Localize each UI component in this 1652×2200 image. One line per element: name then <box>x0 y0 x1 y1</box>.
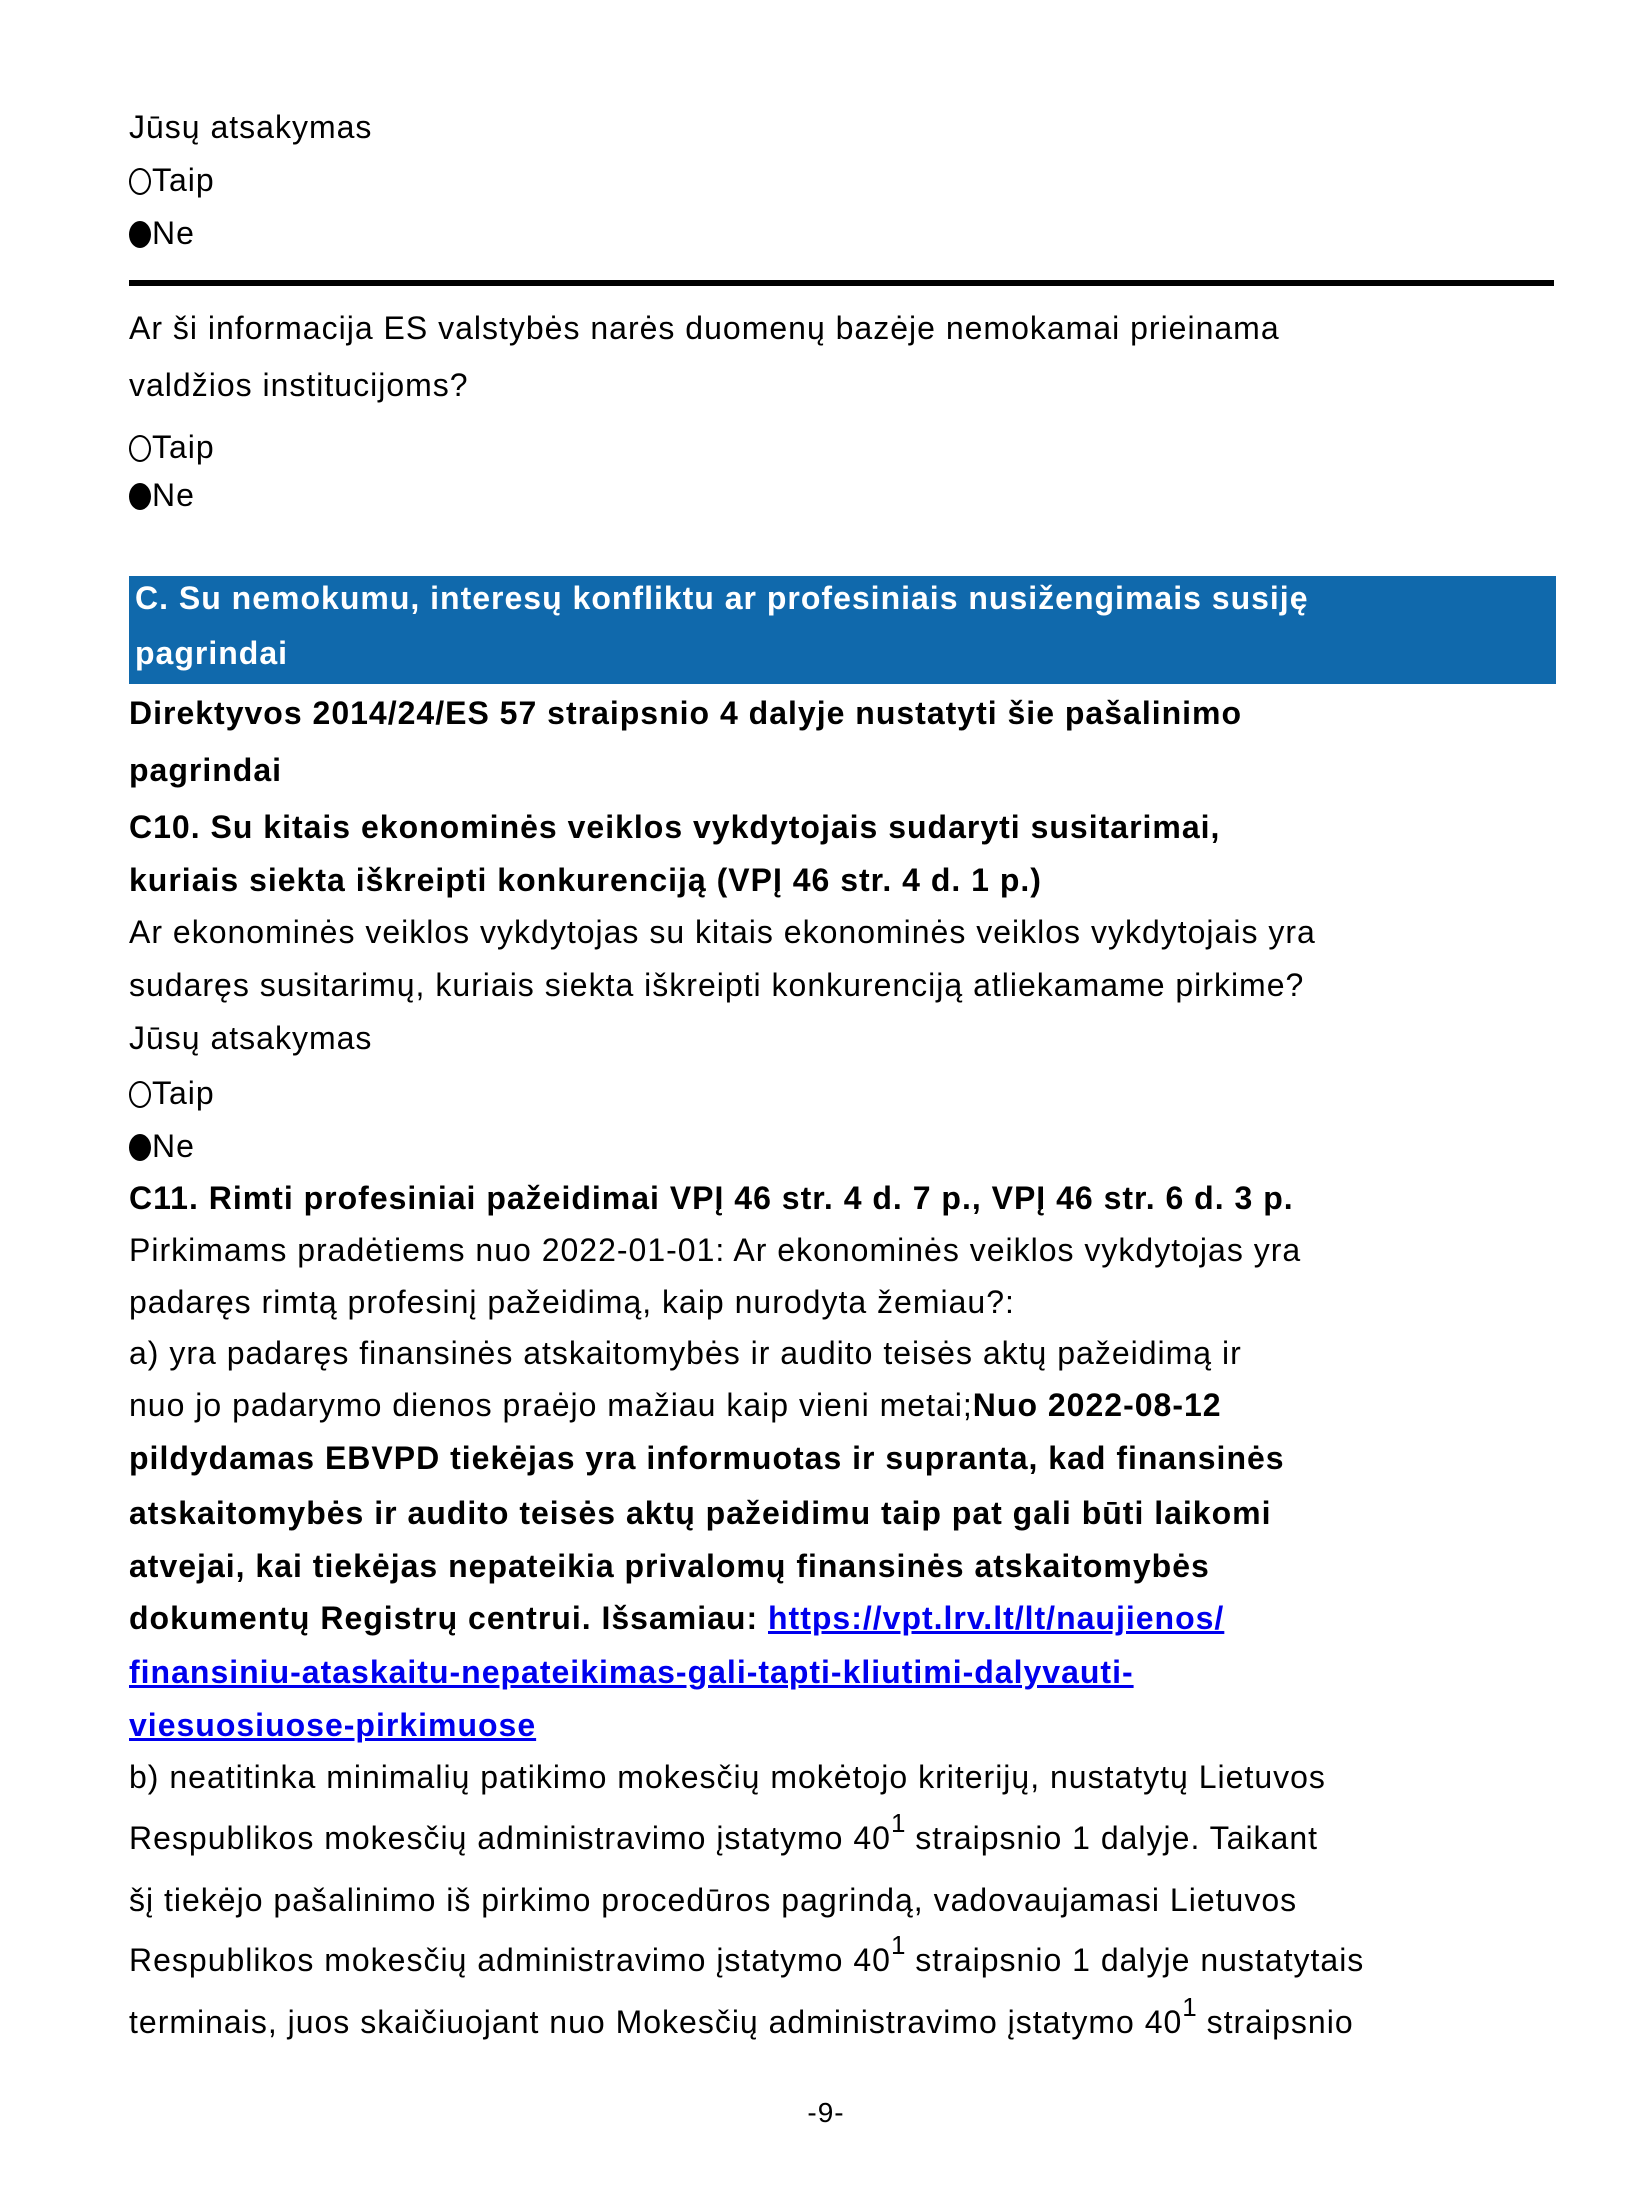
c10-question-line: Ar ekonominės veiklos vykdytojas su kitais ekonominės veiklos vykdytojais yra <box>129 914 1316 950</box>
answer-label: Jūsų atsakymas <box>129 109 373 145</box>
question-text-line: valdžios institucijoms? <box>129 367 469 403</box>
c10-question-line: sudaręs susitarimų, kuriais siekta iškreipti konkurenciją atliekamame pirkime? <box>129 967 1305 1003</box>
radio-unchecked-icon <box>129 1081 151 1108</box>
c11-item-a-line: a) yra padaręs finansinės atskaitomybės ir audito teisės aktų pažeidimą ir <box>129 1335 1242 1371</box>
radio-option-ne <box>129 213 195 253</box>
c11-note-line: atvejai, kai tiekėjas nepateikia privalomų finansinės atskaitomybės <box>129 1548 1210 1584</box>
note-bold-text: dokumentų Registrų centrui. Išsamiau: <box>129 1600 768 1636</box>
c11-heading: C11. Rimti profesiniai pažeidimai VPĮ 46 str. 4 d. 7 p., VPĮ 46 str. 6 d. 3 p. <box>129 1180 1294 1216</box>
question-text-line: Ar ši informacija ES valstybės narės duomenų bazėje nemokamai prieinama <box>129 310 1280 346</box>
item-b-text: Respublikos mokesčių administravimo įstatymo 40 <box>129 1820 891 1856</box>
radio-unchecked-icon <box>129 168 151 195</box>
radio-option-label: Taip <box>152 162 215 198</box>
section-c-title-line: pagrindai <box>135 635 289 671</box>
item-b-text: Respublikos mokesčių administravimo įstatymo 40 <box>129 1942 891 1978</box>
external-link[interactable]: https://vpt.lrv.lt/lt/naujienos/ <box>768 1600 1225 1636</box>
section-divider <box>129 280 1554 286</box>
radio-option-label: Ne <box>152 215 195 251</box>
c11-note-line <box>129 1598 1224 1638</box>
c11-note-line: pildydamas EBVPD tiekėjas yra informuotas ir supranta, kad finansinės <box>129 1440 1285 1476</box>
radio-option-label: Ne <box>152 477 195 513</box>
page-number: -9- <box>807 2097 845 2128</box>
radio-option-ne <box>129 1126 195 1166</box>
radio-checked-icon <box>129 483 151 510</box>
radio-unchecked-icon <box>129 435 151 462</box>
superscript: 1 <box>890 1808 906 1838</box>
item-b-text: straipsnio <box>1196 2004 1354 2040</box>
radio-option-ne <box>129 475 195 515</box>
item-b-text: straipsnio 1 dalyje. Taikant <box>905 1820 1319 1856</box>
radio-option-taip <box>129 160 215 200</box>
radio-checked-icon <box>129 1134 151 1161</box>
item-a-bold-text: Nuo 2022-08-12 <box>972 1387 1222 1423</box>
item-b-text: straipsnio 1 dalyje nustatytais <box>905 1942 1365 1978</box>
c11-item-b-line <box>129 1992 1354 2044</box>
c11-item-a-line <box>129 1385 1222 1425</box>
radio-option-label: Taip <box>152 429 215 465</box>
radio-checked-icon <box>129 221 151 248</box>
directive-heading-line: Direktyvos 2014/24/ES 57 straipsnio 4 dalyje nustatyti šie pašalinimo <box>129 695 1243 731</box>
superscript: 1 <box>1182 1992 1197 2022</box>
c11-paragraph-line: Pirkimams pradėtiems nuo 2022-01-01: Ar ekonominės veiklos vykdytojas yra <box>129 1232 1302 1268</box>
c11-note-line: atskaitomybės ir audito teisės aktų pažeidimu taip pat gali būti laikomi <box>129 1495 1272 1531</box>
c11-item-b-line: šį tiekėjo pašalinimo iš pirkimo procedūros pagrindą, vadovaujamasi Lietuvos <box>129 1882 1298 1918</box>
superscript: 1 <box>890 1930 906 1960</box>
c11-item-b-line <box>129 1930 1365 1982</box>
radio-option-taip <box>129 427 215 467</box>
c10-heading-line: C10. Su kitais ekonominės veiklos vykdytojais sudaryti susitarimai, <box>129 809 1221 845</box>
c11-item-b-line <box>129 1808 1319 1860</box>
directive-heading-line: pagrindai <box>129 752 283 788</box>
section-c-title-line: C. Su nemokumu, interesų konfliktu ar profesiniais nusižengimais susiję <box>135 580 1309 616</box>
item-b-text: terminais, juos skaičiuojant nuo Mokesčių administravimo įstatymo 40 <box>129 2004 1183 2040</box>
c11-item-b-line: b) neatitinka minimalių patikimo mokesčių mokėtojo kriterijų, nustatytų Lietuvos <box>129 1759 1326 1795</box>
radio-option-taip <box>129 1073 215 1113</box>
external-link[interactable]: viesuosiuose-pirkimuose <box>129 1707 537 1743</box>
c11-paragraph-line: padaręs rimtą profesinį pažeidimą, kaip nurodyta žemiau?: <box>129 1284 1015 1320</box>
c10-heading-line: kuriais siekta iškreipti konkurenciją (VPĮ 46 str. 4 d. 1 p.) <box>129 862 1042 898</box>
radio-option-label: Ne <box>152 1128 195 1164</box>
external-link[interactable]: finansiniu-ataskaitu-nepateikimas-gali-tapti-kliutimi-dalyvauti- <box>129 1654 1134 1690</box>
item-a-regular-text: nuo jo padarymo dienos praėjo mažiau kaip vieni metai; <box>129 1387 973 1423</box>
radio-option-label: Taip <box>152 1075 215 1111</box>
section-c-header <box>129 576 1556 684</box>
answer-label: Jūsų atsakymas <box>129 1020 373 1056</box>
